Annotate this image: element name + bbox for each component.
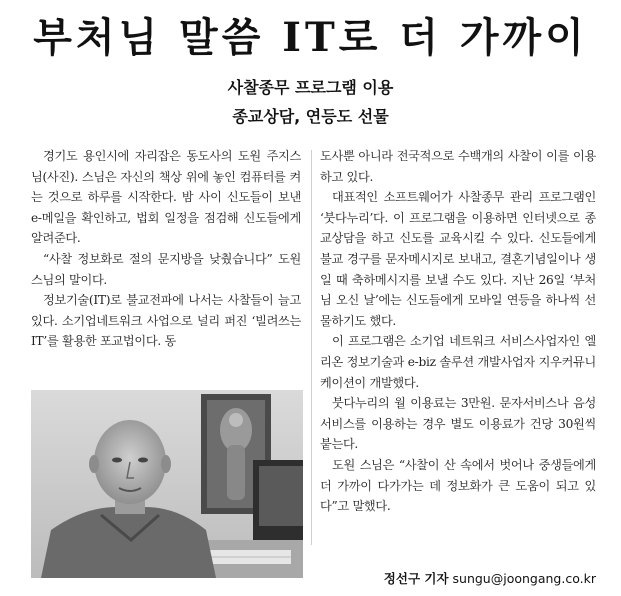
photo-illustration (31, 390, 303, 578)
headline: 부처님 말씀 IT로 더 가까이 (33, 14, 588, 61)
paragraph: 경기도 용인시에 자리잡은 동도사의 도원 주지스님(사진). 스님은 자신의 책상 위에 놓인 컴퓨터를 켜는 것으로 하루를 시작한다. 밤 사이 신도들이 보낸 e-메일을 확인하고, 법회 일정을 점검해 신도들에게 알려준다. (31, 149, 301, 246)
subhead-1: 사찰종무 프로그램 이용 (227, 78, 394, 97)
article-column-right (320, 146, 596, 517)
monk-portrait-photo (31, 390, 303, 578)
paragraph: 대표적인 소프트웨어가 사찰종무 관리 프로그램인 ‘붓다누리’다. 이 프로그램을 이용하면 인터넷으로 종교상담을 하고 신도를 교육시킬 수 있다. 신도들에게 불교 경구를 문자메시지로 보내고, 결혼기념일이나 생일 때 축하메시지를 보낼 수도 있다. 지난 26일 ‘부처님 오신 날’에는 신도들에게 모바일 연등을 하나씩 선물하기도 했다. (320, 190, 596, 328)
subhead-2: 종교상담, 연등도 선물 (232, 107, 389, 126)
byline (360, 569, 596, 587)
paragraph: 이 프로그램은 소기업 네트워크 서비스사업자인 엘리온 정보기술과 e-biz 솔루션 개발사업자 지우커뮤니케이션이 개발했다. (320, 334, 596, 390)
paragraph: 정보기술(IT)로 불교전파에 나서는 사찰들이 늘고 있다. 소기업네트워크 사업으로 널리 퍼진 ‘빌려쓰는 IT’를 활용한 포교법이다. 동 (31, 293, 301, 349)
paragraph: “사찰 정보화로 절의 문지방을 낮췄습니다” 도원 스님의 말이다. (31, 251, 301, 287)
reporter-email[interactable]: sungu@joongang.co.kr (452, 571, 596, 586)
article-column-left (31, 146, 301, 352)
paragraph: 도사뿐 아니라 전국적으로 수백개의 사찰이 이를 이용하고 있다. (320, 149, 596, 184)
paragraph: 붓다누리의 월 이용료는 3만원. 문자서비스나 음성서비스를 이용하는 경우 별도 이용료가 건당 30원씩 붙는다. (320, 396, 596, 452)
column-divider (311, 150, 312, 545)
paragraph: 도원 스님은 “사찰이 산 속에서 벗어나 중생들에게 더 가까이 다가가는 데 정보화가 큰 도움이 되고 있다”고 말했다. (320, 457, 596, 514)
reporter-name: 정선구 기자 (383, 571, 449, 586)
